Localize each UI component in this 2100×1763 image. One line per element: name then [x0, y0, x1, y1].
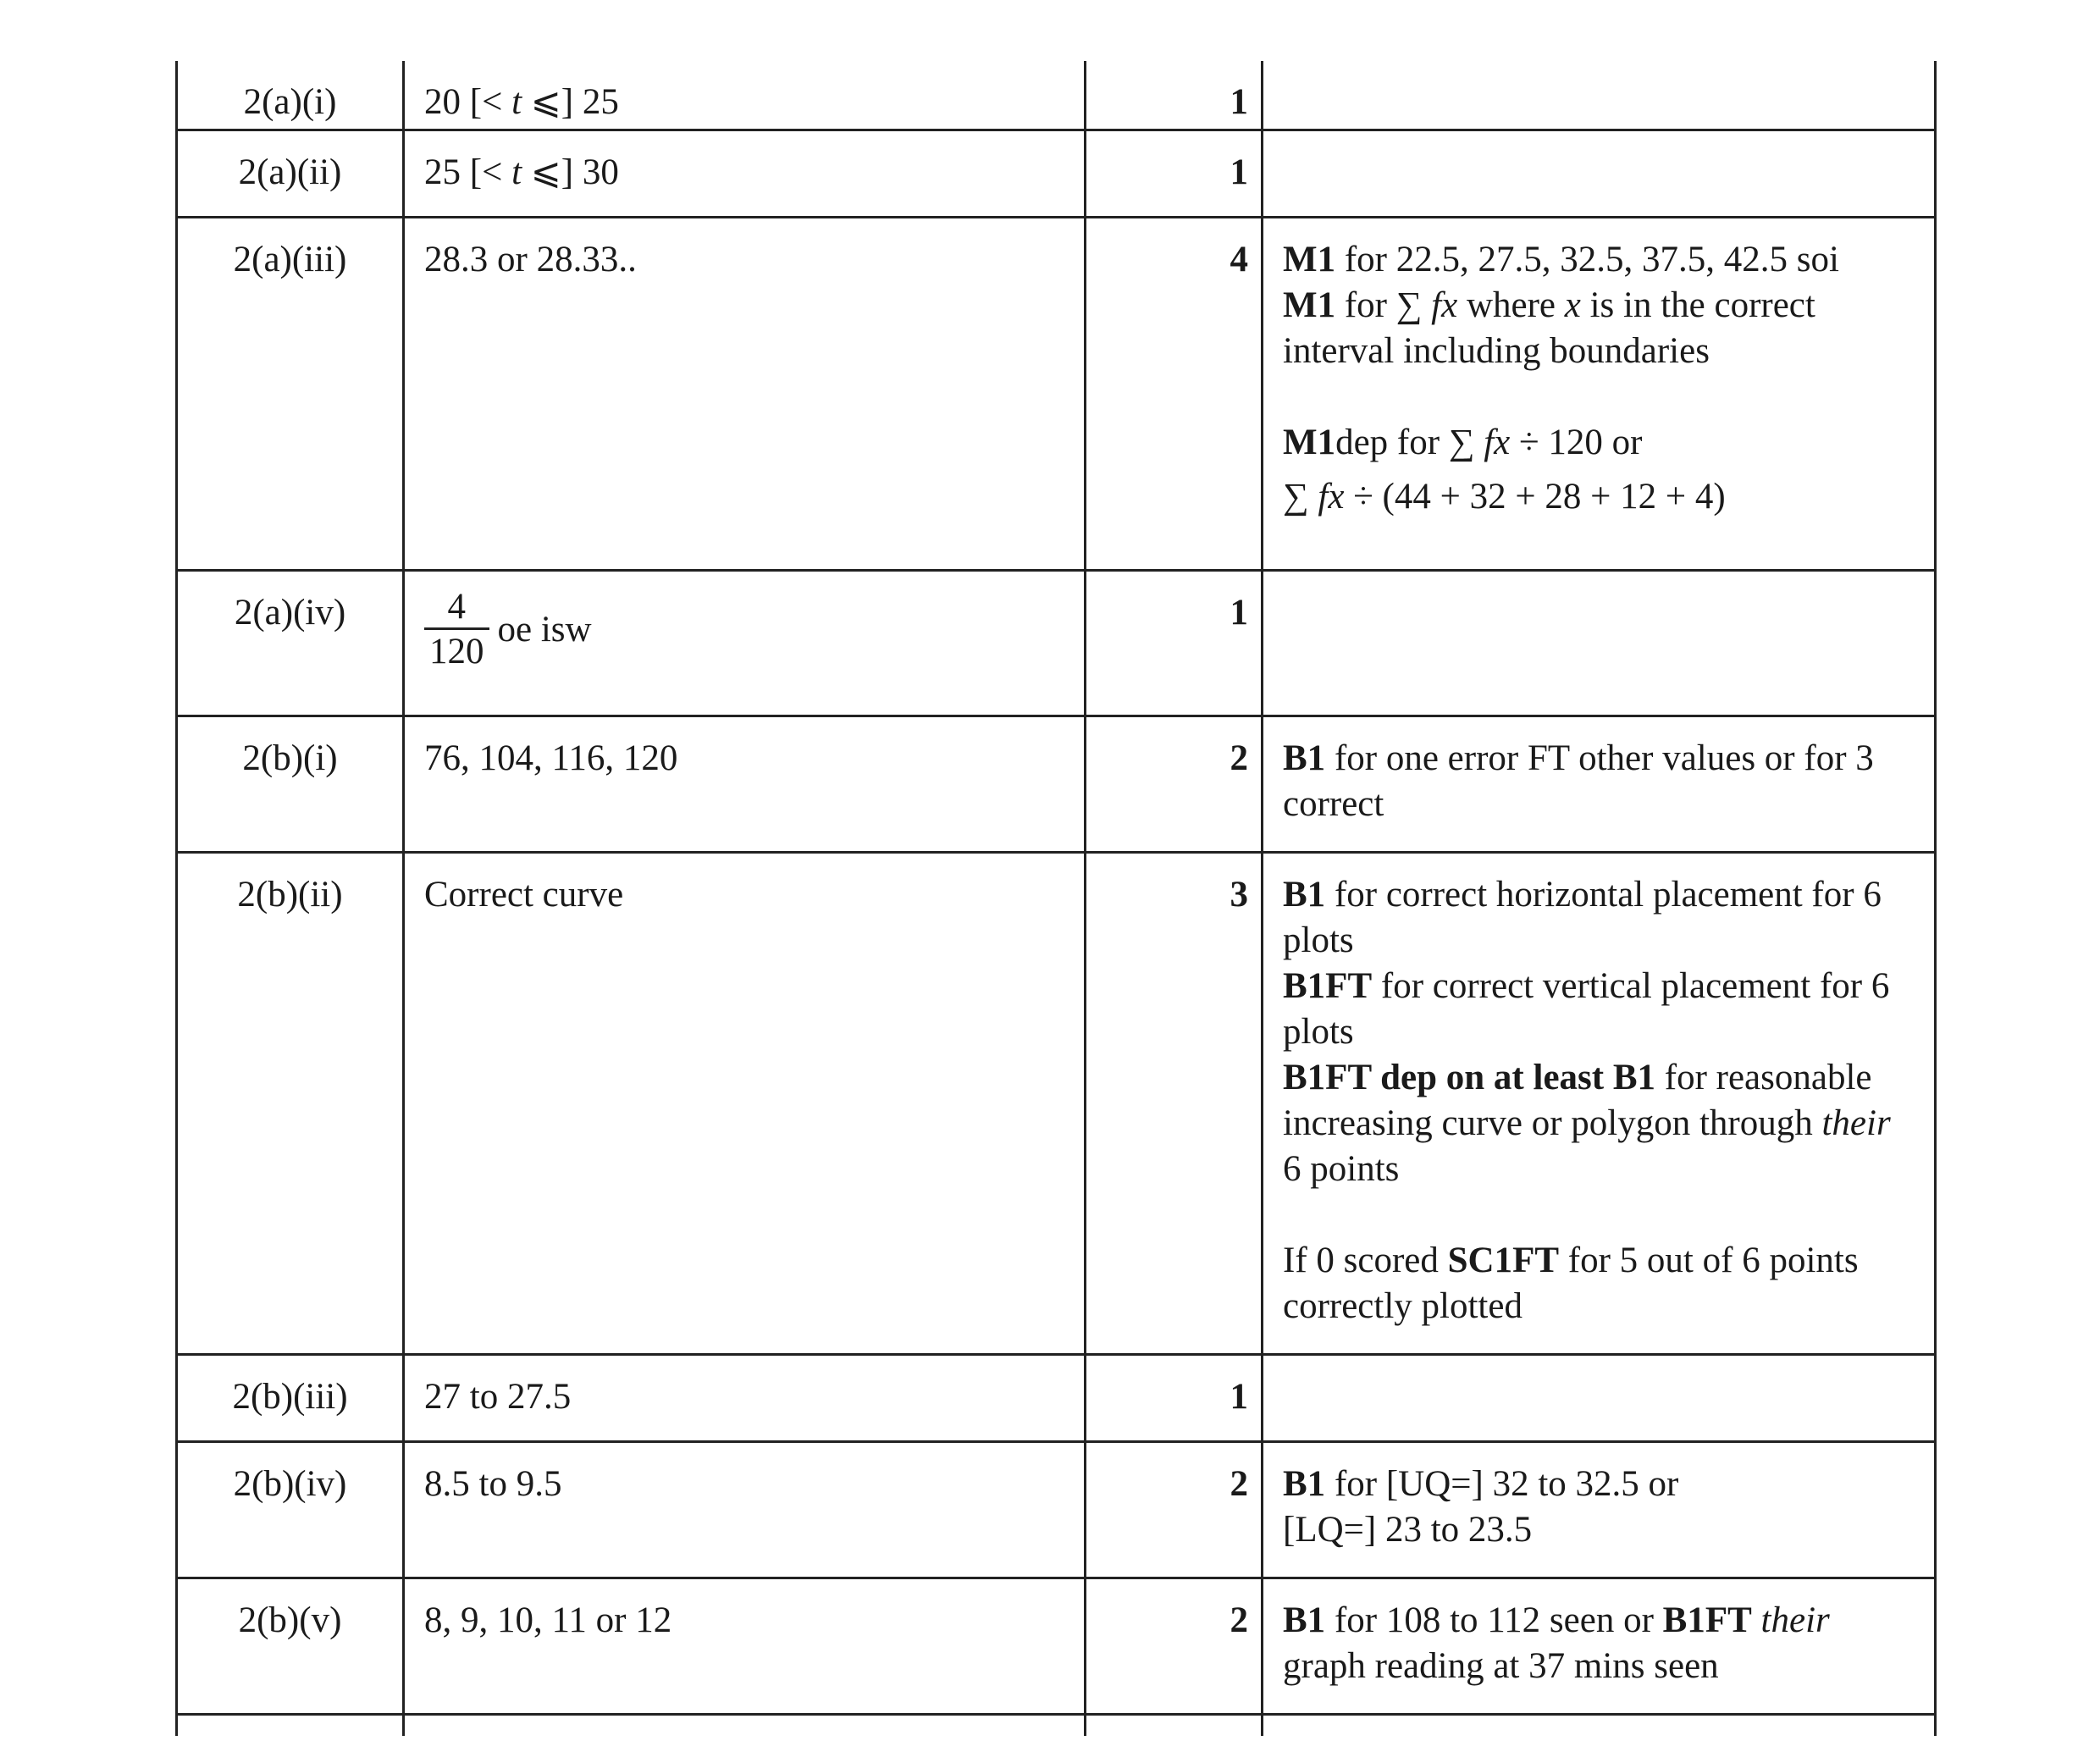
question-number: 2(a)(ii)	[177, 130, 404, 217]
marks-cell: 2	[1086, 1441, 1263, 1578]
table-row	[177, 1441, 1936, 1578]
table-row-continuation	[177, 1714, 1936, 1736]
table-row	[177, 1578, 1936, 1714]
guidance-line: M1dep for ∑ fx ÷ 120 or	[1283, 422, 1643, 462]
guidance-cell	[1263, 1441, 1936, 1578]
answer-cell: 27 to 27.5	[404, 1354, 1086, 1441]
answer-cell	[404, 61, 1086, 130]
answer-cell: 8.5 to 9.5	[404, 1441, 1086, 1578]
table-row	[177, 217, 1936, 570]
guidance-line: B1 for correct horizontal placement for 6 plots	[1283, 874, 1882, 960]
marks-cell: 2	[1086, 1578, 1263, 1714]
guidance-cell	[1263, 130, 1936, 217]
question-number: 2(b)(iv)	[177, 1441, 404, 1578]
marks-cell: 1	[1086, 61, 1263, 130]
answer-text: 25 [< t ⩽] 30	[424, 152, 619, 192]
answer-cell: 76, 104, 116, 120	[404, 716, 1086, 852]
answer-cell: 28.3 or 28.33..	[404, 217, 1086, 570]
guidance-line: M1 for 22.5, 27.5, 32.5, 37.5, 42.5 soi	[1283, 239, 1839, 279]
question-number: 2(b)(i)	[177, 716, 404, 852]
mark-scheme-table	[175, 61, 1937, 1736]
guidance-line: If 0 scored SC1FT for 5 out of 6 points correctly plotted	[1283, 1240, 1859, 1326]
table-row	[177, 570, 1936, 716]
answer-cell: 8, 9, 10, 11 or 12	[404, 1578, 1086, 1714]
table-row	[177, 716, 1936, 852]
guidance-line: B1FT for correct vertical placement for 6 plots	[1283, 965, 1890, 1052]
question-number: 2(a)(i)	[177, 61, 404, 130]
answer-cell	[404, 130, 1086, 217]
guidance-cell	[1263, 217, 1936, 570]
marks-cell: 1	[1086, 130, 1263, 217]
table-row	[177, 130, 1936, 217]
guidance-line: B1FT dep on at least B1 for reasonable increasing curve or polygon through their 6 points	[1283, 1057, 1891, 1189]
answer-text: 20 [< t ⩽] 25	[424, 82, 619, 122]
table-row	[177, 1354, 1936, 1441]
answer-suffix: oe isw	[497, 610, 592, 649]
answer-fraction: $\frac{4}{120}$	[424, 587, 489, 674]
marks-cell: 4	[1086, 217, 1263, 570]
marks-cell: 1	[1086, 1354, 1263, 1441]
guidance-cell	[1263, 1354, 1936, 1441]
marks-cell: 1	[1086, 570, 1263, 716]
answer-cell: Correct curve	[404, 852, 1086, 1354]
table-row	[177, 61, 1936, 130]
guidance-cell	[1263, 852, 1936, 1354]
table-row	[177, 852, 1936, 1354]
question-number: 2(b)(ii)	[177, 852, 404, 1354]
question-number: 2(a)(iii)	[177, 217, 404, 570]
question-number: 2(a)(iv)	[177, 570, 404, 716]
guidance-line: B1 for [UQ=] 32 to 32.5 or	[1283, 1463, 1679, 1504]
question-number: 2(b)(iii)	[177, 1354, 404, 1441]
guidance-line: B1 for 108 to 112 seen or B1FT their graph reading at 37 mins seen	[1283, 1600, 1830, 1686]
guidance-cell	[1263, 570, 1936, 716]
guidance-line: [LQ=] 23 to 23.5	[1283, 1509, 1533, 1550]
marks-cell: 3	[1086, 852, 1263, 1354]
guidance-line: ∑ fx ÷ (44 + 32 + 28 + 12 + 4)	[1283, 476, 1726, 517]
guidance-cell	[1263, 1578, 1936, 1714]
marks-cell: 2	[1086, 716, 1263, 852]
guidance-cell	[1263, 716, 1936, 852]
guidance-cell	[1263, 61, 1936, 130]
answer-cell	[404, 570, 1086, 716]
question-number: 2(b)(v)	[177, 1578, 404, 1714]
guidance-line: B1 for one error FT other values or for 3 correct	[1283, 738, 1874, 824]
guidance-line: M1 for ∑ fx where x is in the correct interval including boundaries	[1283, 285, 1815, 371]
